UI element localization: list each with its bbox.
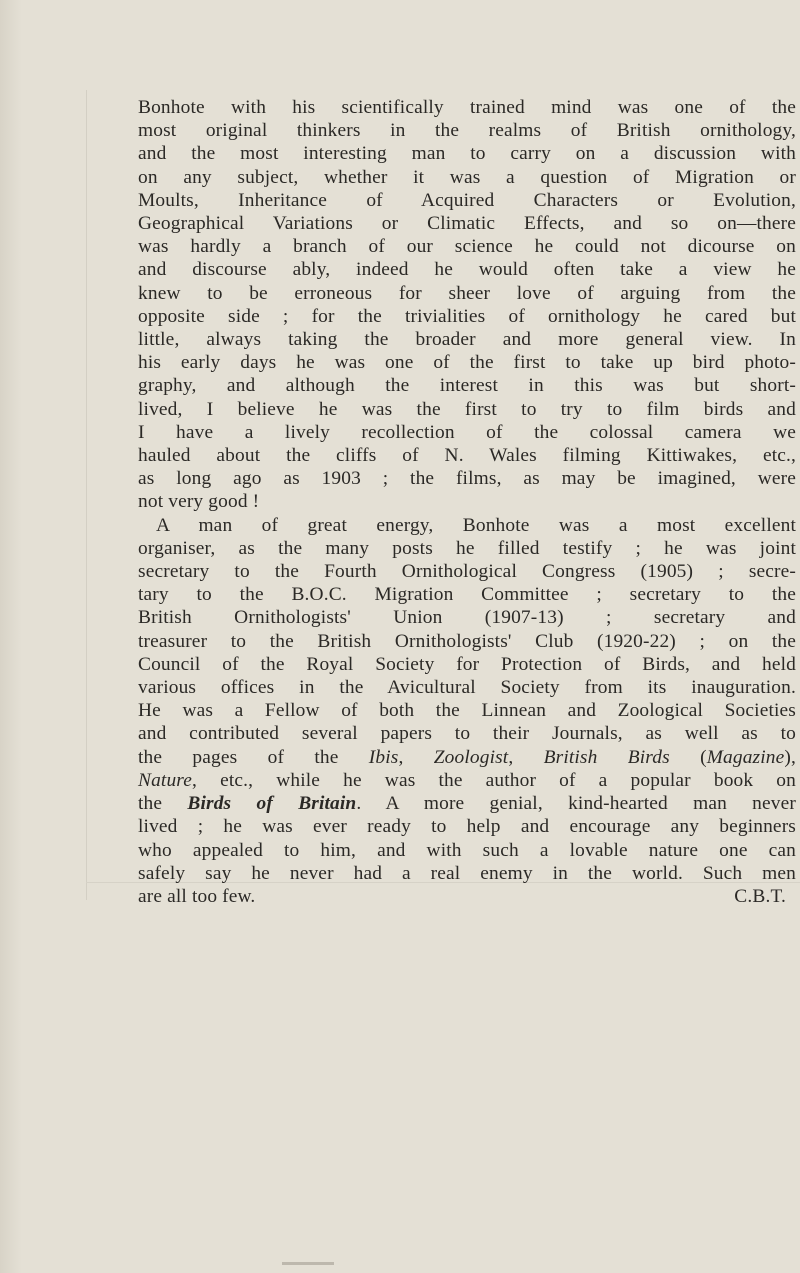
text-line: lived, I believe he was the first to try to film birds and (138, 398, 796, 420)
text-span: the pages of the (138, 746, 369, 768)
text-line: Moults, Inheritance of Acquired Characters or Evolution, (138, 189, 796, 211)
text-line: treasurer to the British Ornithologists' Club (1920-22) ; on the (138, 630, 796, 652)
text-line: opposite side ; for the trivialities of ornithology he cared but (138, 305, 796, 327)
journal-title-nature: Nature (138, 769, 193, 791)
paragraph-2 (138, 514, 796, 908)
text-line: most original thinkers in the realms of British ornithology, (138, 120, 796, 142)
text-span: , etc., while he was the author of a popular book on (192, 769, 796, 791)
text-span: the (138, 793, 188, 815)
text-line: British Ornithologists' Union (1907-13) ; secretary and (138, 607, 796, 629)
paragraph-1 (138, 96, 796, 514)
text-line: A man of great energy, Bonhote was a most excellent (156, 514, 796, 536)
journal-title-british-birds: British Birds (543, 746, 670, 768)
journal-title-magazine: Magazine (706, 746, 785, 768)
text-line: was hardly a branch of our science he could not dicourse on (138, 236, 796, 258)
text-line: safely say he never had a real enemy in the world. Such men (138, 862, 796, 884)
text-line: and contributed several papers to their Journals, as well as to (138, 723, 796, 745)
text-span: ), (784, 746, 796, 768)
text-span: , (508, 746, 544, 768)
text-line: Council of the Royal Society for Protection of Birds, and held (138, 653, 796, 675)
text-line: secretary to the Fourth Ornithological Congress (1905) ; secre- (138, 561, 796, 583)
text-line: as long ago as 1903 ; the films, as may be imagined, were (138, 468, 796, 490)
text-line: and the most interesting man to carry on a discussion with (138, 143, 796, 165)
text-span: , (398, 746, 434, 768)
text-span: . A more genial, kind-hearted man never (356, 793, 796, 815)
text-line-last: not very good ! (138, 491, 260, 513)
text-line: who appealed to him, and with such a lovable nature one can (138, 839, 796, 861)
closing-text: are all too few. (138, 885, 256, 907)
book-title-birds-of-britain: Birds of Britain (187, 793, 357, 815)
text-line: Bonhote with his scientifically trained mind was one of the (138, 97, 796, 118)
text-line: lived ; he was ever ready to help and encourage any beginners (138, 816, 796, 838)
closing-line (138, 885, 796, 908)
text-line-with-italics (138, 792, 796, 815)
text-line: various offices in the Avicultural Society from its inauguration. (138, 677, 796, 699)
page-fold-line (86, 90, 87, 900)
text-line: knew to be erroneous for sheer love of arguing from the (138, 282, 796, 304)
author-signature: C.B.T. (734, 885, 786, 907)
text-line: Geographical Variations or Climatic Effects, and so on—there (138, 213, 796, 235)
journal-title-ibis: Ibis (368, 746, 399, 768)
text-line-with-italics (138, 746, 796, 769)
text-line: his early days he was one of the first to take up bird photo- (138, 352, 796, 374)
journal-title-zoologist: Zoologist (433, 746, 509, 768)
text-line: organiser, as the many posts he filled testify ; he was joint (138, 537, 796, 559)
text-line: hauled about the cliffs of N. Wales filming Kittiwakes, etc., (138, 445, 796, 467)
text-line: graphy, and although the interest in this was but short- (138, 375, 796, 397)
text-line: and discourse ably, indeed he would often take a view he (138, 259, 796, 281)
text-line: I have a lively recollection of the colossal camera we (138, 421, 796, 443)
text-span: ( (669, 746, 707, 768)
text-line: on any subject, whether it was a question of Migration or (138, 166, 796, 188)
text-line: little, always taking the broader and more general view. In (138, 329, 796, 351)
text-line: tary to the B.O.C. Migration Committee ; secretary to the (138, 584, 796, 606)
page-foot-mark (282, 1262, 334, 1265)
text-line: He was a Fellow of both the Linnean and Zoological Societies (138, 700, 796, 722)
page-edge-shadow (0, 0, 22, 1273)
obituary-text (138, 96, 796, 908)
text-line-with-italics (138, 769, 796, 792)
